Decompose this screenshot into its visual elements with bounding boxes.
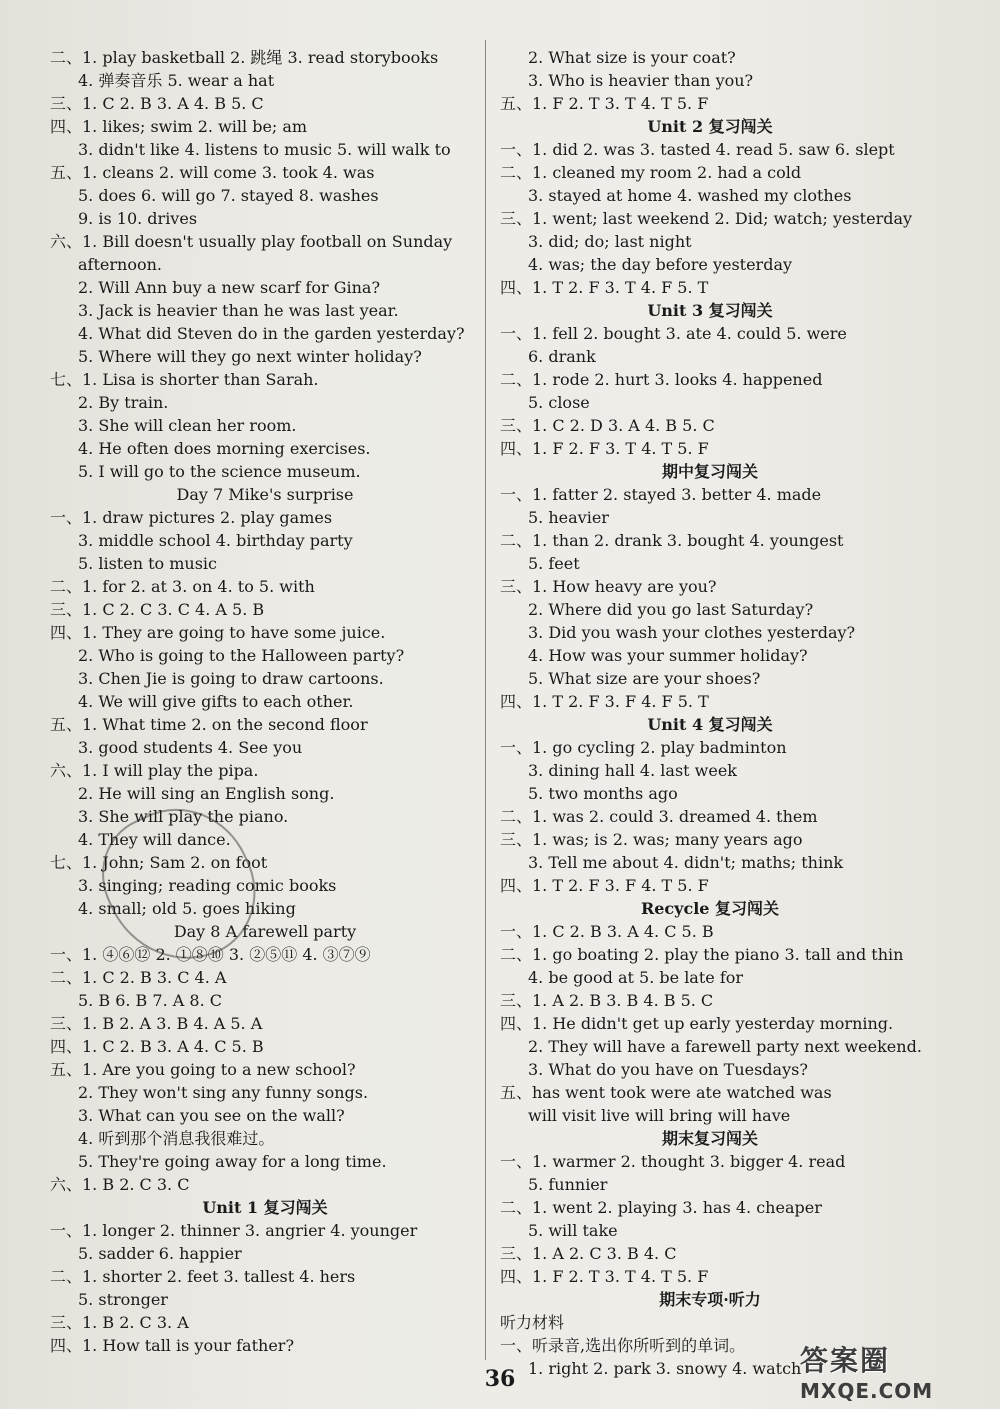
answer-line: 3. stayed at home 4. washed my clothes <box>528 186 852 205</box>
answer-line: 二、1. shorter 2. feet 3. tallest 4. hers <box>50 1267 356 1286</box>
answer-line: 3. She will play the piano. <box>78 807 289 826</box>
answer-line: 3. What do you have on Tuesdays? <box>528 1060 808 1079</box>
site-watermark <box>800 1339 990 1401</box>
answer-line: 4. What did Steven do in the garden yesterday? <box>78 324 465 343</box>
answer-line: 三、1. C 2. B 3. A 4. B 5. C <box>50 94 264 113</box>
answer-line: 四、1. C 2. B 3. A 4. C 5. B <box>50 1037 264 1056</box>
answer-line: 3. didn't like 4. listens to music 5. will walk to <box>78 140 451 159</box>
answer-line: 六、1. I will play the pipa. <box>50 761 259 780</box>
watermark-url: MXQE.COM <box>800 1379 934 1403</box>
answer-line: 6. drank <box>528 347 596 366</box>
answer-line: 一、1. did 2. was 3. tasted 4. read 5. saw 6. slept <box>500 140 895 159</box>
answer-line: 一、1. C 2. B 3. A 4. C 5. B <box>500 922 714 941</box>
section-heading: Unit 3 复习闯关 <box>647 301 773 320</box>
answer-line: 三、1. C 2. C 3. C 4. A 5. B <box>50 600 265 619</box>
answer-line: 一、1. fell 2. bought 3. ate 4. could 5. were <box>500 324 847 343</box>
answer-line: 4. 听到那个消息我很难过。 <box>78 1129 275 1148</box>
answer-line: 六、1. B 2. C 3. C <box>50 1175 190 1194</box>
answer-line: 四、1. T 2. F 3. T 4. F 5. T <box>500 278 709 297</box>
answer-line: 四、1. He didn't get up early yesterday morning. <box>500 1014 894 1033</box>
answer-line: 二、1. C 2. B 3. C 4. A <box>50 968 227 987</box>
answer-line: 一、1. ④⑥⑫ 2. ①⑧⑩ 3. ②⑤⑪ 4. ③⑦⑨ <box>50 945 371 964</box>
answer-line: 五、1. F 2. T 3. T 4. T 5. F <box>500 94 709 113</box>
answer-line: 一、1. warmer 2. thought 3. bigger 4. read <box>500 1152 846 1171</box>
answer-line: 1. right 2. park 3. snowy 4. watch <box>528 1359 802 1378</box>
answer-line: 二、1. than 2. drank 3. bought 4. youngest <box>500 531 844 550</box>
answer-line: 2. He will sing an English song. <box>78 784 335 803</box>
answer-line: 5. stronger <box>78 1290 168 1309</box>
answer-line: 5. What size are your shoes? <box>528 669 761 688</box>
answer-line: 听力材料 <box>500 1313 565 1332</box>
answer-line: 4. We will give gifts to each other. <box>78 692 354 711</box>
answer-line: 5. sadder 6. happier <box>78 1244 242 1263</box>
right-column <box>500 46 920 1380</box>
answer-line: 三、1. went; last weekend 2. Did; watch; yesterday <box>500 209 913 228</box>
answer-line: 五、1. Are you going to a new school? <box>50 1060 356 1079</box>
answer-line: 5. does 6. will go 7. stayed 8. washes <box>78 186 379 205</box>
answer-line: 2. By train. <box>78 393 169 412</box>
section-heading: Unit 2 复习闯关 <box>647 117 773 136</box>
answer-line: 三、1. B 2. C 3. A <box>50 1313 189 1332</box>
answer-line: 2. What size is your coat? <box>528 48 736 67</box>
answer-line: 三、1. How heavy are you? <box>500 577 717 596</box>
watermark-logo-text: 答案圈 <box>800 1344 891 1377</box>
answer-line: 一、1. draw pictures 2. play games <box>50 508 333 527</box>
answer-line: 一、1. longer 2. thinner 3. angrier 4. younger <box>50 1221 418 1240</box>
answer-line: 4. small; old 5. goes hiking <box>78 899 296 918</box>
answer-line: 5. Where will they go next winter holiday? <box>78 347 422 366</box>
answer-line: 2. Who is going to the Halloween party? <box>78 646 405 665</box>
left-column <box>50 46 480 1357</box>
answer-line: 3. Who is heavier than you? <box>528 71 754 90</box>
answer-line: 3. singing; reading comic books <box>78 876 337 895</box>
answer-line: 3. She will clean her room. <box>78 416 297 435</box>
answer-line: 五、1. What time 2. on the second floor <box>50 715 368 734</box>
answer-line: 4. They will dance. <box>78 830 231 849</box>
answer-line: 四、1. F 2. T 3. T 4. T 5. F <box>500 1267 709 1286</box>
answer-line: 5. will take <box>528 1221 618 1240</box>
answer-line: 二、1. cleaned my room 2. had a cold <box>500 163 802 182</box>
answer-line: 六、1. Bill doesn't usually play football on Sunday <box>50 232 453 251</box>
answer-line: afternoon. <box>78 255 162 274</box>
answer-line: 一、1. go cycling 2. play badminton <box>500 738 787 757</box>
answer-line: 3. Chen Jie is going to draw cartoons. <box>78 669 384 688</box>
answer-line: 三、1. A 2. B 3. B 4. B 5. C <box>500 991 714 1010</box>
answer-line: 5. I will go to the science museum. <box>78 462 361 481</box>
answer-line: 三、1. C 2. D 3. A 4. B 5. C <box>500 416 715 435</box>
answer-line: 5. two months ago <box>528 784 678 803</box>
answer-line: 二、1. rode 2. hurt 3. looks 4. happened <box>500 370 823 389</box>
answer-line: 3. Tell me about 4. didn't; maths; think <box>528 853 844 872</box>
answer-line: 七、1. Lisa is shorter than Sarah. <box>50 370 319 389</box>
answer-line: 一、听录音,选出你所听到的单词。 <box>500 1336 746 1355</box>
section-heading: Recycle 复习闯关 <box>640 899 780 918</box>
answer-line: 4. be good at 5. be late for <box>528 968 744 987</box>
answer-line: 4. 弹奏音乐 5. wear a hat <box>78 71 275 90</box>
section-heading: 期末专项·听力 <box>659 1290 761 1309</box>
section-heading: 期末复习闯关 <box>661 1129 758 1148</box>
answer-line: 3. middle school 4. birthday party <box>78 531 353 550</box>
answer-line: 五、1. cleans 2. will come 3. took 4. was <box>50 163 375 182</box>
answer-line: 2. Where did you go last Saturday? <box>528 600 814 619</box>
answer-line: 二、1. play basketball 2. 跳绳 3. read storybooks <box>50 48 439 67</box>
answer-line: 四、1. How tall is your father? <box>50 1336 295 1355</box>
answer-line: 4. was; the day before yesterday <box>528 255 793 274</box>
section-heading: Day 8 A farewell party <box>173 922 357 941</box>
answer-line: 4. He often does morning exercises. <box>78 439 371 458</box>
section-heading: Unit 4 复习闯关 <box>647 715 773 734</box>
answer-line: 3. What can you see on the wall? <box>78 1106 345 1125</box>
answer-line: 2. They won't sing any funny songs. <box>78 1083 369 1102</box>
page-number: 36 <box>484 1366 516 1392</box>
answer-line: 二、1. went 2. playing 3. has 4. cheaper <box>500 1198 822 1217</box>
answer-line: 四、1. likes; swim 2. will be; am <box>50 117 308 136</box>
answer-line: 四、1. They are going to have some juice. <box>50 623 386 642</box>
answer-line: 四、1. T 2. F 3. F 4. T 5. F <box>500 876 709 895</box>
answer-line: 5. heavier <box>528 508 609 527</box>
section-heading: 期中复习闯关 <box>661 462 758 481</box>
answer-line: 5. funnier <box>528 1175 608 1194</box>
answer-line: 二、1. go boating 2. play the piano 3. tall and thin <box>500 945 904 964</box>
answer-line: 一、1. fatter 2. stayed 3. better 4. made <box>500 485 822 504</box>
answer-line: 3. dining hall 4. last week <box>528 761 737 780</box>
answer-line: 5. feet <box>528 554 580 573</box>
answer-line: 4. How was your summer holiday? <box>528 646 808 665</box>
answer-line: 9. is 10. drives <box>78 209 198 228</box>
answer-line: 三、1. B 2. A 3. B 4. A 5. A <box>50 1014 263 1033</box>
answer-line: 二、1. for 2. at 3. on 4. to 5. with <box>50 577 315 596</box>
answer-line: 四、1. F 2. F 3. T 4. T 5. F <box>500 439 709 458</box>
answer-line: 5. B 6. B 7. A 8. C <box>78 991 222 1010</box>
answer-line: 3. did; do; last night <box>528 232 692 251</box>
section-heading: Unit 1 复习闯关 <box>202 1198 328 1217</box>
answer-line: 3. Did you wash your clothes yesterday? <box>528 623 856 642</box>
answer-line: 2. Will Ann buy a new scarf for Gina? <box>78 278 381 297</box>
answer-line: 四、1. T 2. F 3. F 4. F 5. T <box>500 692 709 711</box>
answer-line: will visit live will bring will have <box>528 1106 791 1125</box>
answer-line: 5. They're going away for a long time. <box>78 1152 387 1171</box>
section-heading: Day 7 Mike's surprise <box>176 485 354 504</box>
answer-line: 5. close <box>528 393 590 412</box>
answer-line: 三、1. was; is 2. was; many years ago <box>500 830 803 849</box>
answer-line: 2. They will have a farewell party next weekend. <box>528 1037 922 1056</box>
answer-line: 五、has went took were ate watched was <box>500 1083 832 1102</box>
answer-line: 5. listen to music <box>78 554 217 573</box>
answer-line: 七、1. John; Sam 2. on foot <box>50 853 268 872</box>
answer-line: 三、1. A 2. C 3. B 4. C <box>500 1244 677 1263</box>
answer-line: 3. good students 4. See you <box>78 738 303 757</box>
column-divider <box>485 40 486 1360</box>
answer-line: 二、1. was 2. could 3. dreamed 4. them <box>500 807 818 826</box>
answer-line: 3. Jack is heavier than he was last year. <box>78 301 399 320</box>
